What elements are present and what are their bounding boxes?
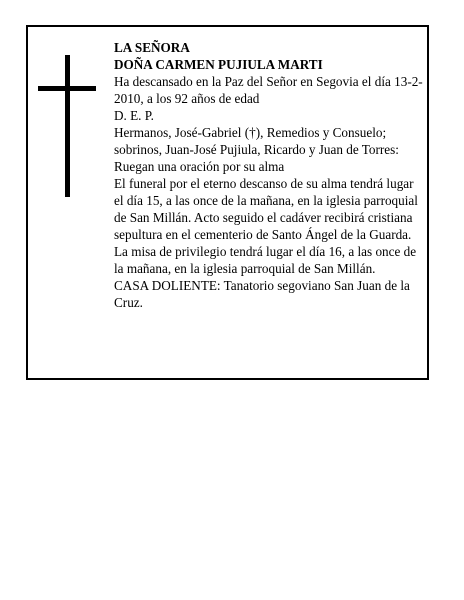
prayer-request: Ruegan una oración por su alma [114,159,285,174]
funeral-details: El funeral por el eterno descanso de su alma tendrá lugar el día 15, a las once de la mañana, en la iglesia parroquial de San Millán. Acto seguido el cadáver recibirá cristiana sepultura en el cementerio de Santo Ángel de la Guarda. La misa de privilegio tendrá lugar el día 16, a las once de la mañana, en la iglesia parroquial de San Millán. [114,176,418,276]
family-members: Hermanos, José-Gabriel (†), Remedios y Consuelo; sobrinos, Juan-José Pujiula, Ricardo y Juan de Torres: [114,125,399,157]
death-statement: Ha descansado en la Paz del Señor en Segovia el día 13-2-2010, a los 92 años de edad [114,74,423,106]
deceased-name: DOÑA CARMEN PUJIULA MARTI [114,57,323,72]
notice-title: LA SEÑORA [114,40,190,55]
cross-horizontal-bar [38,86,96,91]
mourning-house: CASA DOLIENTE: Tanatorio segoviano San Juan de la Cruz. [114,278,410,310]
rip-text: D. E. P. [114,108,154,123]
obituary-text [114,39,426,311]
cross-vertical-bar [65,55,70,197]
